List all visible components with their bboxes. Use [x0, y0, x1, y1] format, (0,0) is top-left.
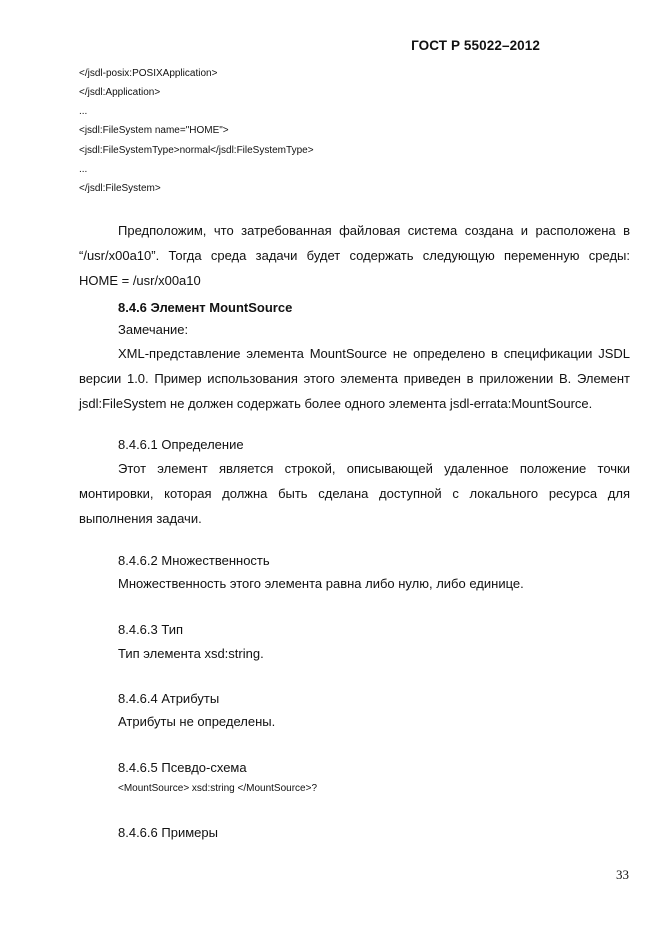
- paragraph-line: версии 1.0. Пример использования этого элемента приведен в приложении В. Элемент: [79, 371, 630, 386]
- code-line: </jsdl:Application>: [79, 87, 161, 98]
- paragraph-line: Этот элемент является строкой, описывающей удаленное положение точки: [118, 461, 630, 476]
- paragraph-line: “/usr/x00a10”. Тогда среда задачи будет содержать следующую переменную среды:: [79, 248, 630, 263]
- paragraph-line: выполнения задачи.: [79, 511, 202, 526]
- code-line: <jsdl:FileSystemType>normal</jsdl:FileSystemType>: [79, 145, 314, 156]
- paragraph-line: XML-представление элемента MountSource не определено в спецификации JSDL: [118, 346, 630, 361]
- code-line: </jsdl:FileSystem>: [79, 183, 161, 194]
- code-line: ...: [79, 164, 88, 175]
- code-line: </jsdl-posix:POSIXApplication>: [79, 68, 218, 79]
- paragraph-line: монтировки, которая должна быть сделана доступной с локального ресурса для: [79, 486, 630, 501]
- paragraph-line: jsdl:FileSystem не должен содержать более одного элемента jsdl-errata:MountSource.: [79, 396, 593, 411]
- subsection-title: 8.4.6.4 Атрибуты: [118, 691, 220, 706]
- document-header: ГОСТ Р 55022–2012: [411, 38, 540, 53]
- subsection-text: Атрибуты не определены.: [118, 714, 276, 729]
- subsection-title: 8.4.6.2 Множественность: [118, 553, 270, 568]
- subsection-text: Тип элемента xsd:string.: [118, 646, 264, 661]
- definition-paragraph: [79, 456, 630, 531]
- subsection-title: 8.4.6.1 Определение: [118, 437, 244, 452]
- section-title: 8.4.6 Элемент MountSource: [118, 300, 293, 315]
- subsection-text: Множественность этого элемента равна либо нулю, либо единице.: [118, 576, 524, 591]
- paragraph-home-variable: [79, 218, 630, 293]
- paragraph-line: Предположим, что затребованная файловая система создана и расположена в: [118, 223, 630, 238]
- code-line: ...: [79, 106, 88, 117]
- code-line: <jsdl:FileSystem name="HOME">: [79, 125, 229, 136]
- note-paragraph: [79, 341, 630, 416]
- page-number: 33: [616, 867, 629, 882]
- note-label: Замечание:: [118, 322, 189, 337]
- paragraph-line: HOME = /usr/x00a10: [79, 273, 201, 288]
- pseudo-schema-code: <MountSource> xsd:string </MountSource>?: [118, 783, 318, 794]
- subsection-title: 8.4.6.3 Тип: [118, 622, 184, 637]
- subsection-title: 8.4.6.6 Примеры: [118, 825, 218, 840]
- subsection-title: 8.4.6.5 Псевдо-схема: [118, 760, 247, 775]
